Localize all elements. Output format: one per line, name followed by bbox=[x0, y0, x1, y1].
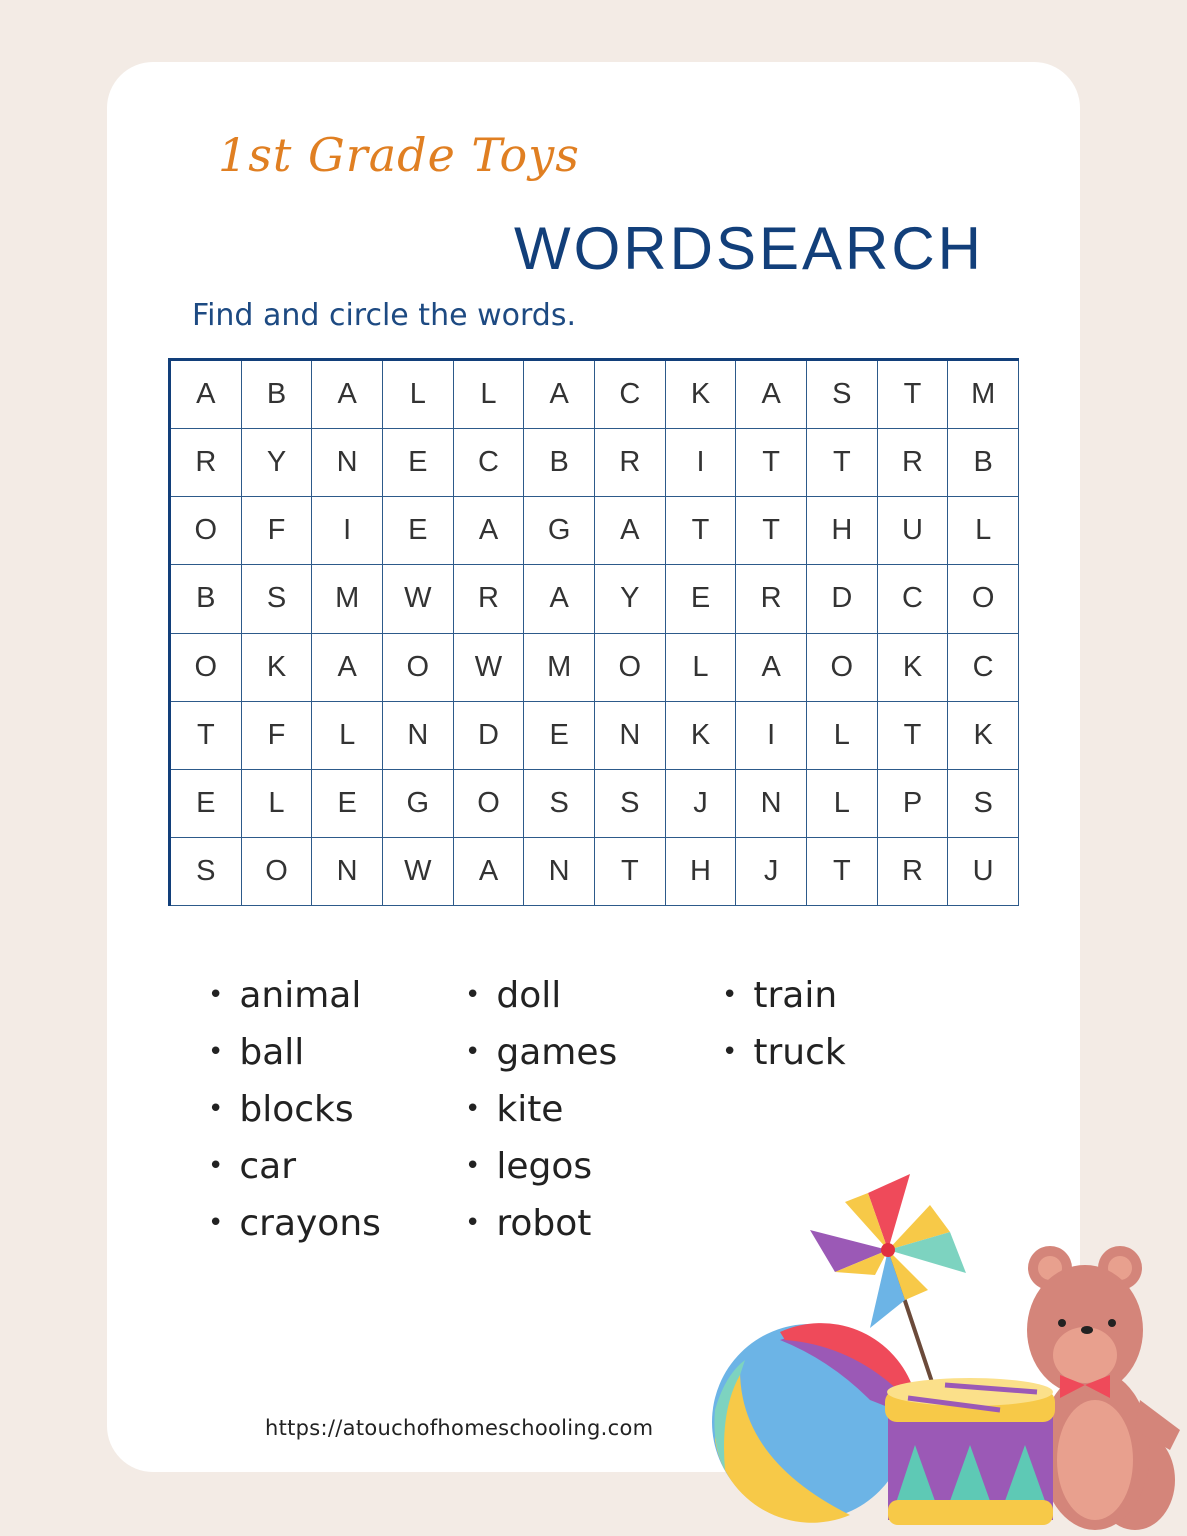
word-item: • animal bbox=[208, 967, 381, 1024]
grid-cell: M bbox=[524, 634, 595, 702]
word-item: • blocks bbox=[208, 1081, 381, 1138]
grid-cell: D bbox=[454, 702, 525, 770]
grid-cell: K bbox=[878, 634, 949, 702]
grid-cell: T bbox=[736, 497, 807, 565]
grid-cell: S bbox=[948, 770, 1019, 838]
word-item: • ball bbox=[208, 1024, 381, 1081]
grid-cell: L bbox=[666, 634, 737, 702]
grid-cell: R bbox=[878, 429, 949, 497]
grid-cell: W bbox=[454, 634, 525, 702]
grid-cell: B bbox=[948, 429, 1019, 497]
grid-cell: E bbox=[312, 770, 383, 838]
grid-cell: S bbox=[807, 361, 878, 429]
word-list-column-1 bbox=[208, 967, 381, 1252]
grid-cell: M bbox=[948, 361, 1019, 429]
grid-cell: O bbox=[454, 770, 525, 838]
grid-cell: T bbox=[595, 838, 666, 906]
word-item: • legos bbox=[465, 1138, 617, 1195]
grid-cell: L bbox=[807, 770, 878, 838]
word-item: • car bbox=[208, 1138, 381, 1195]
grid-cell: N bbox=[383, 702, 454, 770]
word-item: • kite bbox=[465, 1081, 617, 1138]
grid-cell: A bbox=[171, 361, 242, 429]
grid-cell: W bbox=[383, 565, 454, 633]
grid-cell: T bbox=[807, 838, 878, 906]
word-list-column-2 bbox=[465, 967, 617, 1252]
grid-cell: E bbox=[383, 429, 454, 497]
word-item: • games bbox=[465, 1024, 617, 1081]
word-item: • doll bbox=[465, 967, 617, 1024]
grid-cell: A bbox=[454, 497, 525, 565]
grid-cell: E bbox=[666, 565, 737, 633]
grid-cell: T bbox=[878, 702, 949, 770]
grid-cell: R bbox=[171, 429, 242, 497]
grid-cell: T bbox=[807, 429, 878, 497]
grid-cell: G bbox=[383, 770, 454, 838]
grid-cell: B bbox=[524, 429, 595, 497]
grid-cell: M bbox=[312, 565, 383, 633]
word-item: • train bbox=[722, 967, 846, 1024]
grid-cell: L bbox=[807, 702, 878, 770]
drum-icon bbox=[885, 1378, 1055, 1525]
grid-cell: N bbox=[595, 702, 666, 770]
letter-grid bbox=[168, 358, 1019, 906]
grid-cell: R bbox=[454, 565, 525, 633]
grid-cell: I bbox=[312, 497, 383, 565]
toys-illustration bbox=[700, 1160, 1187, 1536]
grid-cell: E bbox=[171, 770, 242, 838]
grid-cell: O bbox=[171, 497, 242, 565]
grid-cell: T bbox=[878, 361, 949, 429]
grid-cell: C bbox=[948, 634, 1019, 702]
grid-cell: Y bbox=[595, 565, 666, 633]
grid-cell: K bbox=[666, 702, 737, 770]
grid-cell: R bbox=[595, 429, 666, 497]
grid-cell: O bbox=[807, 634, 878, 702]
grid-cell: O bbox=[595, 634, 666, 702]
grid-cell: N bbox=[524, 838, 595, 906]
grid-cell: A bbox=[595, 497, 666, 565]
subtitle: 1st Grade Toys bbox=[218, 128, 580, 182]
grid-cell: N bbox=[312, 838, 383, 906]
beach-ball-icon bbox=[712, 1323, 912, 1523]
grid-cell: Y bbox=[242, 429, 313, 497]
grid-cell: O bbox=[171, 634, 242, 702]
grid-cell: O bbox=[242, 838, 313, 906]
grid-cell: P bbox=[878, 770, 949, 838]
grid-cell: K bbox=[948, 702, 1019, 770]
grid-cell: F bbox=[242, 497, 313, 565]
grid-cell: J bbox=[736, 838, 807, 906]
grid-cell: T bbox=[666, 497, 737, 565]
grid-cell: A bbox=[454, 838, 525, 906]
grid-cell: I bbox=[736, 702, 807, 770]
grid-cell: A bbox=[524, 565, 595, 633]
grid-cell: S bbox=[171, 838, 242, 906]
grid-cell: W bbox=[383, 838, 454, 906]
grid-cell: E bbox=[524, 702, 595, 770]
grid-cell: S bbox=[524, 770, 595, 838]
grid-cell: A bbox=[312, 361, 383, 429]
grid-cell: D bbox=[807, 565, 878, 633]
website-url[interactable]: https://atouchofhomeschooling.com bbox=[265, 1416, 654, 1440]
grid-cell: J bbox=[666, 770, 737, 838]
grid-cell: T bbox=[736, 429, 807, 497]
grid-cell: A bbox=[312, 634, 383, 702]
grid-cell: C bbox=[454, 429, 525, 497]
grid-cell: H bbox=[807, 497, 878, 565]
grid-cell: A bbox=[524, 361, 595, 429]
word-item: • robot bbox=[465, 1195, 617, 1252]
grid-cell: B bbox=[171, 565, 242, 633]
grid-cell: N bbox=[736, 770, 807, 838]
grid-cell: N bbox=[312, 429, 383, 497]
grid-cell: U bbox=[878, 497, 949, 565]
word-list-column-3 bbox=[722, 967, 846, 1081]
word-item: • crayons bbox=[208, 1195, 381, 1252]
grid-cell: R bbox=[736, 565, 807, 633]
grid-cell: L bbox=[948, 497, 1019, 565]
grid-cell: C bbox=[595, 361, 666, 429]
grid-cell: A bbox=[736, 634, 807, 702]
grid-cell: C bbox=[878, 565, 949, 633]
grid-cell: S bbox=[595, 770, 666, 838]
instruction: Find and circle the words. bbox=[192, 298, 576, 333]
grid-cell: I bbox=[666, 429, 737, 497]
grid-cell: U bbox=[948, 838, 1019, 906]
grid-cell: F bbox=[242, 702, 313, 770]
page-title: WORDSEARCH bbox=[514, 215, 985, 282]
grid-cell: T bbox=[171, 702, 242, 770]
grid-cell: S bbox=[242, 565, 313, 633]
grid-cell: R bbox=[878, 838, 949, 906]
grid-cell: G bbox=[524, 497, 595, 565]
grid-cell: H bbox=[666, 838, 737, 906]
grid-cell: B bbox=[242, 361, 313, 429]
grid-cell: K bbox=[242, 634, 313, 702]
grid-cell: O bbox=[948, 565, 1019, 633]
grid-cell: L bbox=[383, 361, 454, 429]
grid-cell: O bbox=[383, 634, 454, 702]
grid-cell: A bbox=[736, 361, 807, 429]
grid-cell: K bbox=[666, 361, 737, 429]
grid-cell: L bbox=[312, 702, 383, 770]
word-item: • truck bbox=[722, 1024, 846, 1081]
grid-cell: E bbox=[383, 497, 454, 565]
grid-cell: L bbox=[242, 770, 313, 838]
grid-cell: L bbox=[454, 361, 525, 429]
